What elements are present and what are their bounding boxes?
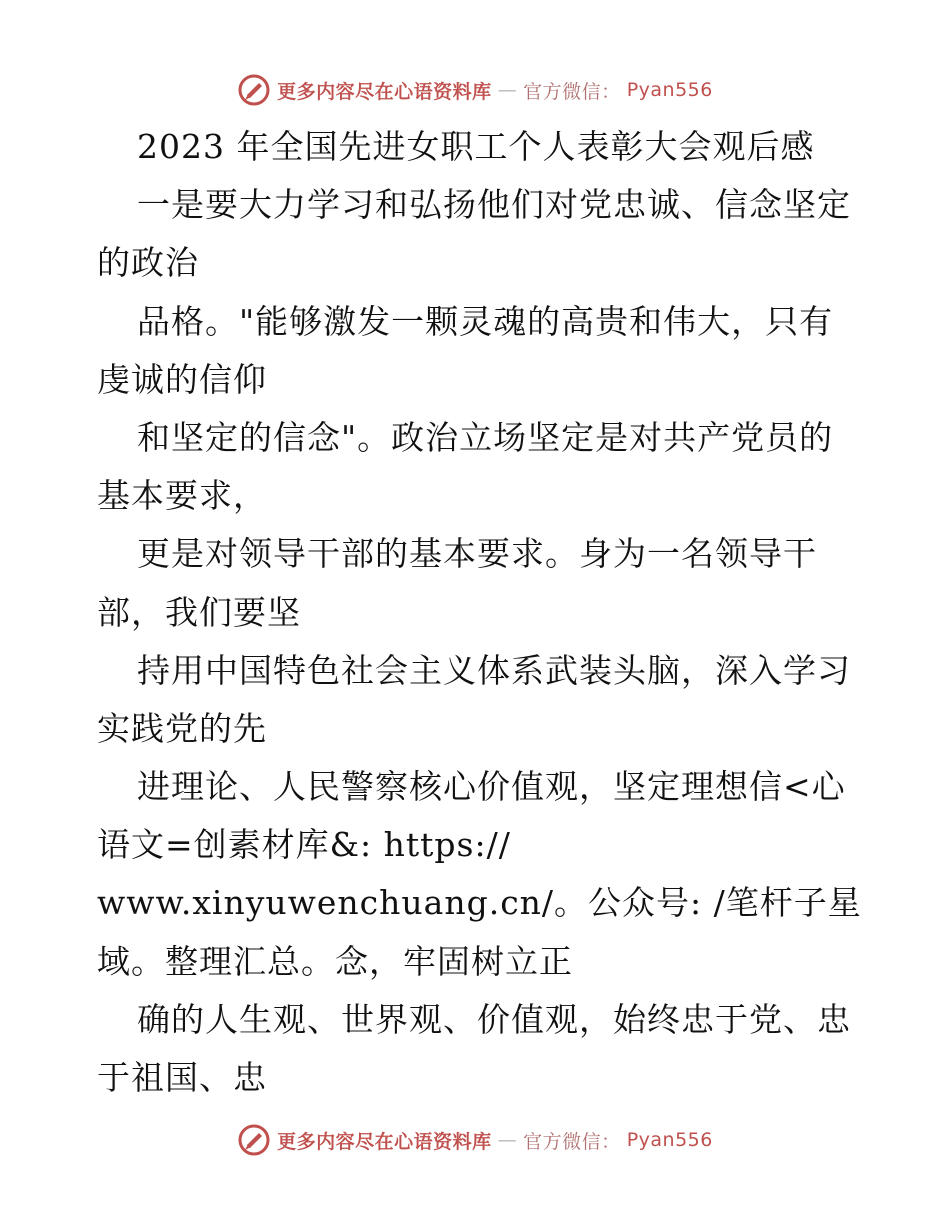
doc-line: 进理论、人民警察核心价值观，坚定理想信<心 — [137, 767, 846, 807]
header-banner — [0, 70, 950, 110]
doc-line: 确的人生观、世界观、价值观，始终忠于党、忠 — [137, 999, 851, 1039]
doc-line: 持用中国特色社会主义体系武装头脑，深入学习 — [137, 650, 851, 690]
brand-logo-icon — [237, 73, 271, 107]
footer-dash: — — [497, 1129, 518, 1151]
doc-line: 一是要大力学习和弘扬他们对党忠诚、信念坚定 — [137, 185, 851, 225]
doc-line: 域。整理汇总。念，牢固树立正 — [97, 941, 573, 981]
doc-line: 和坚定的信念"。政治立场坚定是对共产党员的 — [137, 417, 834, 457]
header-wechat-label: 官方微信： — [523, 80, 621, 103]
header-site-text: 更多内容尽在心语资料库 — [277, 80, 492, 103]
doc-line: 2023 年全国先进女职工个人表彰大会观后感 — [137, 127, 815, 166]
doc-line: 语文=创素材库&: https:// — [97, 825, 511, 865]
footer-banner — [0, 1120, 950, 1160]
footer-site-text: 更多内容尽在心语资料库 — [277, 1130, 492, 1153]
doc-line: 更是对领导干部的基本要求。身为一名领导干 — [137, 534, 817, 574]
footer-wechat-id: Pyan556 — [626, 1129, 713, 1151]
header-wechat-id: Pyan556 — [626, 79, 713, 101]
doc-line: 虔诚的信仰 — [97, 359, 267, 399]
doc-line: 于祖国、忠 — [97, 1058, 267, 1097]
header-dash: — — [497, 79, 518, 101]
footer-wechat-label: 官方微信： — [523, 1130, 621, 1153]
doc-line: 的政治 — [97, 243, 199, 283]
doc-line: 基本要求， — [97, 476, 267, 516]
document-body — [97, 118, 862, 1107]
doc-line: 部，我们要坚 — [97, 592, 301, 632]
doc-line: 品格。"能够激发一颗灵魂的高贵和伟大，只有 — [137, 301, 834, 341]
doc-line: www.xinyuwenchuang.cn/。公众号: /笔杆子星 — [97, 883, 862, 923]
doc-line: 实践党的先 — [97, 708, 267, 748]
brand-logo-icon — [237, 1123, 271, 1157]
